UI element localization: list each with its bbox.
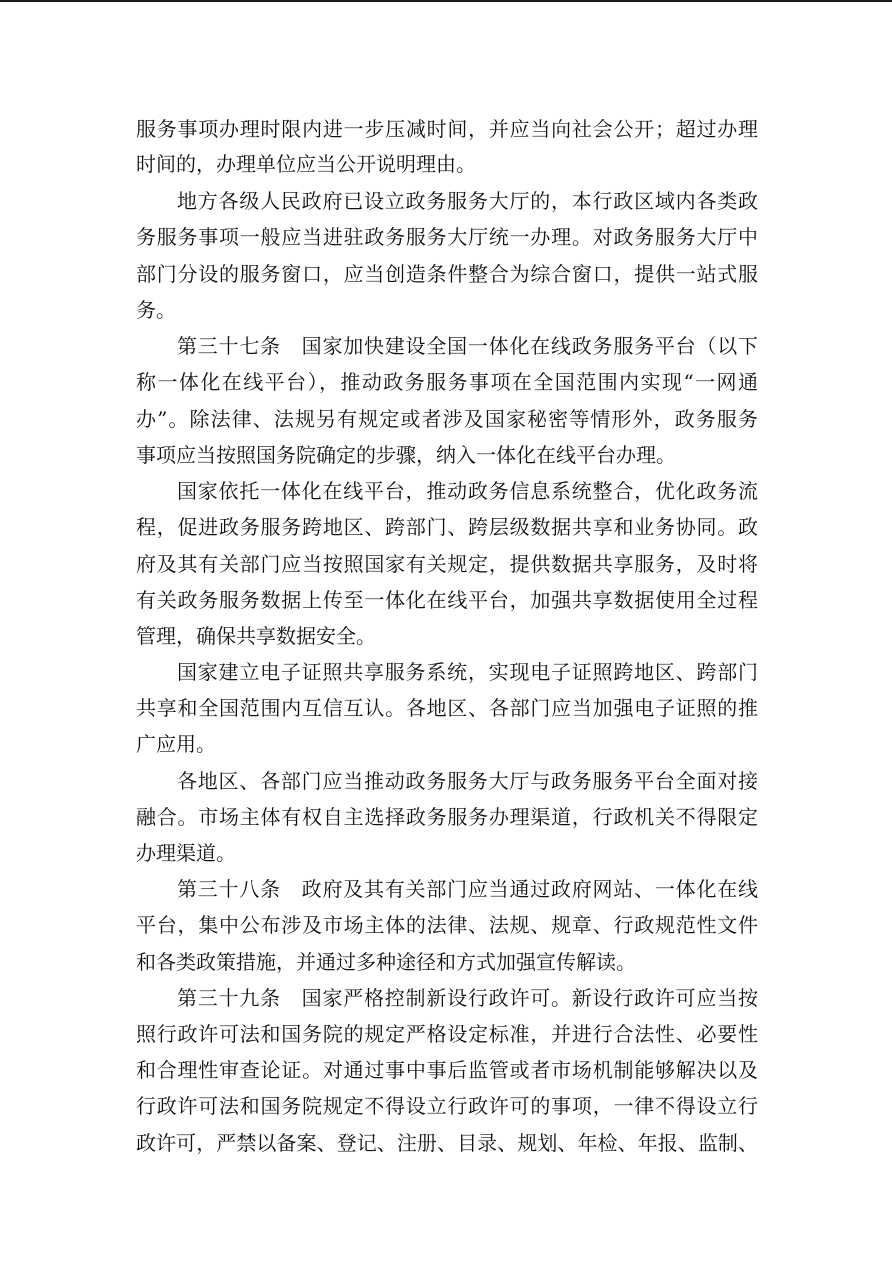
text-line: 第三十七条 国家加快建设全国一体化在线政务服务平台（以下 [177,334,758,358]
text-line: 地方各级人民政府已设立政务服务大厅的，本行政区域内各类政 [177,189,758,213]
text-line: 部门分设的服务窗口，应当创造条件整合为综合窗口，提供一站式服 [136,262,758,286]
text-line: 第三十九条 国家严格控制新设行政许可。新设行政许可应当按 [177,986,758,1010]
text-line: 办”。除法律、法规另有规定或者涉及国家秘密等情形外，政务服务 [136,407,758,431]
text-line: 程，促进政务服务跨地区、跨部门、跨层级数据共享和业务协同。政 [136,515,758,539]
text-line: 融合。市场主体有权自主选择政务服务办理渠道，行政机关不得限定 [136,805,758,829]
text-line: 和各类政策措施，并通过多种途径和方式加强宣传解读。 [136,950,636,974]
text-line: 各地区、各部门应当推动政务服务大厅与政务服务平台全面对接 [177,769,758,793]
text-line: 国家建立电子证照共享服务系统，实现电子证照跨地区、跨部门 [177,660,758,684]
text-line: 事项应当按照国务院确定的步骤，纳入一体化在线平台办理。 [136,443,676,467]
text-line: 办理渠道。 [136,841,236,865]
text-line: 有关政务服务数据上传至一体化在线平台，加强共享数据使用全过程 [136,588,758,612]
text-line: 政许可，严禁以备案、登记、注册、目录、规划、年检、年报、监制、 [136,1131,758,1155]
text-line: 管理，确保共享数据安全。 [136,624,376,648]
text-line: 和合理性审查论证。对通过事中事后监管或者市场机制能够解决以及 [136,1058,758,1082]
text-line: 第三十八条 政府及其有关部门应当通过政府网站、一体化在线 [177,877,758,901]
text-line: 府及其有关部门应当按照国家有关规定，提供数据共享服务，及时将 [136,552,758,576]
text-line: 务。 [136,298,176,322]
text-line: 共享和全国范围内互信互认。各地区、各部门应当加强电子证照的推 [136,696,758,720]
text-line: 广应用。 [136,732,216,756]
text-line: 行政许可法和国务院规定不得设立行政许可的事项，一律不得设立行 [136,1094,758,1118]
text-line: 服务事项办理时限内进一步压减时间，并应当向社会公开；超过办理 [136,117,758,141]
text-line: 称一体化在线平台），推动政务服务事项在全国范围内实现“一网通 [136,370,758,394]
text-line: 照行政许可法和国务院的规定严格设定标准，并进行合法性、必要性 [136,1022,758,1046]
text-line: 务服务事项一般应当进驻政务服务大厅统一办理。对政务服务大厅中 [136,225,758,249]
text-line: 时间的，办理单位应当公开说明理由。 [136,152,476,176]
text-line: 国家依托一体化在线平台，推动政务信息系统整合，优化政务流 [177,479,758,503]
text-line: 平台，集中公布涉及市场主体的法律、法规、规章、行政规范性文件 [136,913,758,937]
